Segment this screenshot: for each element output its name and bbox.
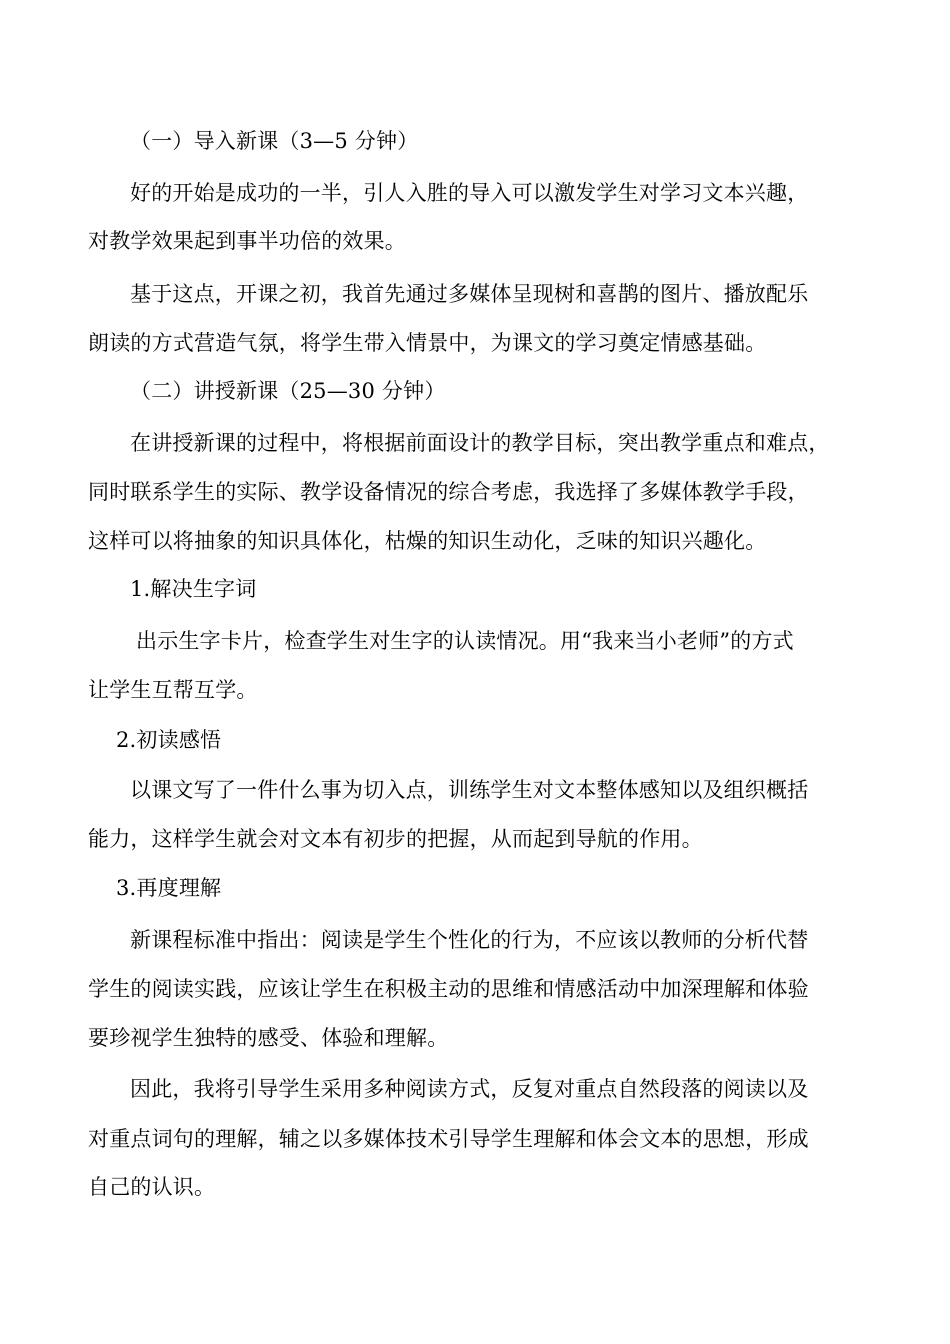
paragraph-line: 能力，这样学生就会对文本有初步的把握，从而起到导航的作用。 [88,827,703,851]
paragraph-line: 好的开始是成功的一半，引人入胜的导入可以激发学生对学习文本兴趣， [130,181,809,205]
paragraph-line: 对教学效果起到事半功倍的效果。 [88,229,406,253]
paragraph-line: 新课程标准中指出：阅读是学生个性化的行为，不应该以教师的分析代替 [130,928,809,952]
subheading-understanding: 3.再度理解 [116,876,222,900]
paragraph-line: 自己的认识。 [88,1175,216,1199]
section-heading-intro: （一）导入新课（3—5 分钟） [130,129,419,153]
paragraph-line: 要珍视学生独特的感受、体验和理解。 [88,1026,449,1050]
subheading-vocabulary: 1.解决生字词 [130,577,257,601]
subheading-first-reading: 2.初读感悟 [116,728,222,752]
paragraph-line: 出示生字卡片，检查学生对生字的认读情况。用“我来当小老师”的方式 [136,629,794,653]
section-heading-new-lesson: （二）讲授新课（25—30 分钟） [130,379,446,403]
paragraph-line: 朗读的方式营造气氛，将学生带入情景中，为课文的学习奠定情感基础。 [88,331,767,355]
paragraph-line: 在讲授新课的过程中，将根据前面设计的教学目标，突出教学重点和难点， [130,431,830,455]
paragraph-line: 以课文写了一件什么事为切入点，训练学生对文本整体感知以及组织概括 [130,778,809,802]
paragraph-line: 让学生互帮互学。 [88,678,258,702]
paragraph-line: 这样可以将抽象的知识具体化，枯燥的知识生动化，乏味的知识兴趣化。 [88,529,767,553]
paragraph-line: 基于这点，开课之初，我首先通过多媒体呈现树和喜鹊的图片、播放配乐 [130,282,809,306]
paragraph-line: 同时联系学生的实际、教学设备情况的综合考虑，我选择了多媒体教学手段， [88,480,809,504]
paragraph-line: 对重点词句的理解，辅之以多媒体技术引导学生理解和体会文本的思想，形成 [88,1127,809,1151]
paragraph-line: 学生的阅读实践，应该让学生在积极主动的思维和情感活动中加深理解和体验 [88,977,809,1001]
paragraph-line: 因此，我将引导学生采用多种阅读方式，反复对重点自然段落的阅读以及 [130,1077,809,1101]
